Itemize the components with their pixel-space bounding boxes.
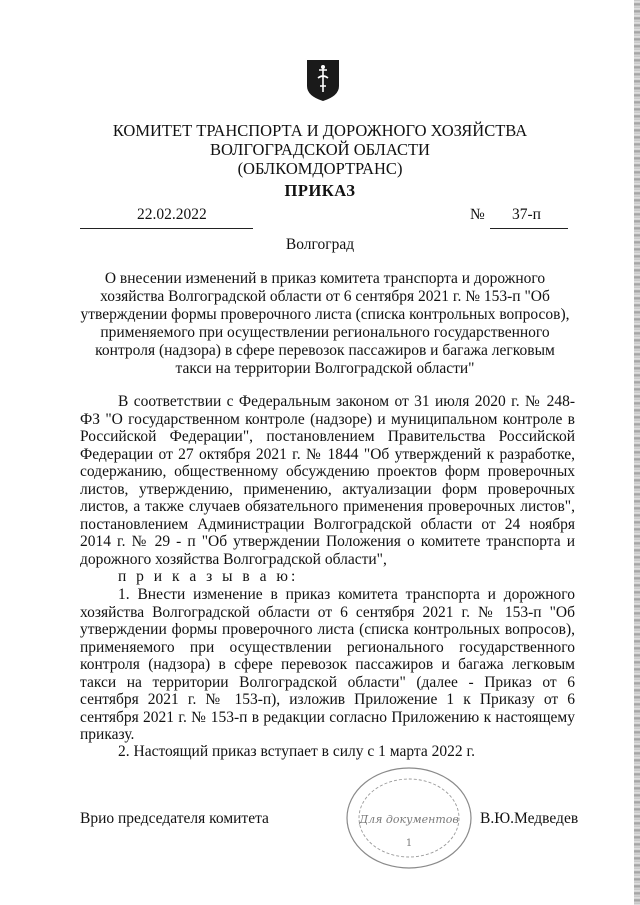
preamble-paragraph: В соответствии с Федеральным законом от 31 июля 2020 г. № 248-ФЗ "О государственном контроле (надзоре) и муниципальном контроле в Российской Федерации", постановлением Правительства Российской Федерации от 27 октября 2021 г. № 1844 "Об утверждений к разработке, содержанию, общественному обсуждению проектов форм проверочных листов, утверждению, применению, актуализации форм проверочных листов, а также случаев обязательного применения проверочных листов", постановлением Администрации Волгоградской области от 24 ноября 2014 г. № 29 - п "Об утверждении Положения о комитете транспорта и дорожного хозяйства Волгоградской области", (80, 393, 575, 568)
org-abbreviation: (ОБЛКОМДОРТРАНС) (237, 159, 403, 178)
city: Волгоград (285, 236, 355, 253)
signatory-name: В.Ю.Медведев (480, 810, 579, 827)
number-sign: № (470, 206, 485, 223)
stamp-number: 1 (405, 838, 413, 849)
item-1-paragraph: 1. Внести изменение в приказ комитета транспорта и дорожного хозяйства Волгоградской области от 6 сентября 2021 г. № 153-п "Об утверждении формы проверочного листа (списка контрольных вопросов), применяемого при осуществлении регионального государственного контроля (надзора) в сфере перевозок пассажиров и багажа легковым такси на территории Волгоградской области" (далее - Приказ от 6 сентября 2021 г. № 153-п), изложив Приложение 1 к Приказу от 6 сентября 2021 г. № 153-п в редакции согласно Приложению к настоящему приказу. (80, 586, 575, 743)
doc-type-title: ПРИКАЗ (284, 181, 356, 200)
stamp-text: Для документов (359, 813, 459, 826)
doc-date: 22.02.2022 (137, 206, 207, 223)
date-underline (80, 228, 253, 229)
item-2-paragraph: 2. Настоящий приказ вступает в силу с 1 марта 2022 г. (118, 743, 475, 760)
doc-number: 37-п (512, 206, 541, 223)
signatory-position: Врио председателя комитета (80, 810, 269, 827)
org-name-line2: ВОЛГОГРАДСКОЙ ОБЛАСТИ (210, 140, 430, 159)
number-underline (490, 228, 568, 229)
coat-of-arms-icon (305, 58, 341, 102)
org-name-line1: КОМИТЕТ ТРАНСПОРТА И ДОРОЖНОГО ХОЗЯЙСТВА (112, 121, 528, 140)
order-word: п р и к а з ы в а ю: (118, 568, 299, 585)
doc-subject: О внесении изменений в приказ комитета транспорта и дорожного хозяйства Волгоградской области от 6 сентября 2021 г. № 153-п "Об утверждении формы проверочного листа (списка контрольных вопросов), применяемого при осуществлении регионального государственного контроля (надзора) в сфере перевозок пассажиров и багажа легковым такси на территории Волгоградской области" (80, 270, 570, 377)
official-stamp (344, 766, 474, 871)
